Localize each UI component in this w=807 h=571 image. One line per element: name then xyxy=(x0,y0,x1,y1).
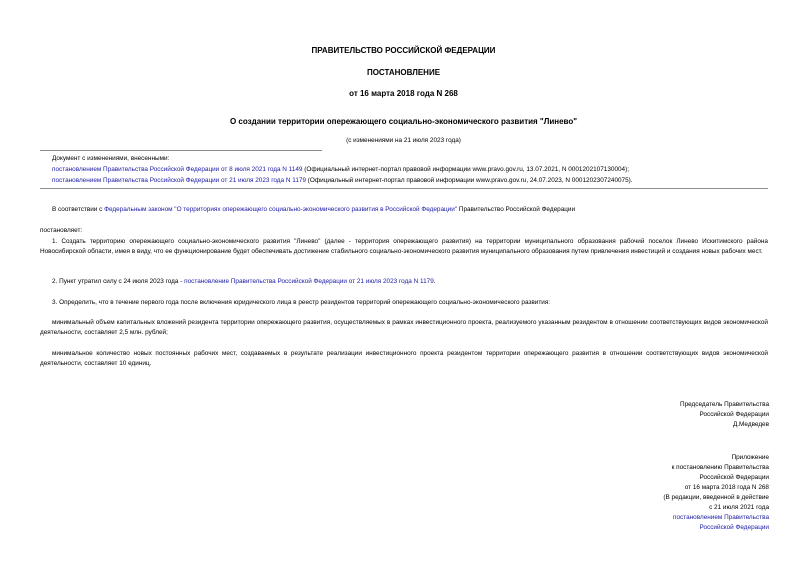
change-source-1149: (Официальный интернет-портал правовой информации www.pravo.gov.ru, 13.07.2021, N 0001202107130004); xyxy=(302,166,630,173)
signature-country: Российской Федерации xyxy=(699,411,769,418)
appendix-country: Российской Федерации xyxy=(699,474,769,481)
bottom-divider xyxy=(40,188,768,189)
signature-position: Председатель Правительства xyxy=(680,401,769,408)
federal-law-link[interactable]: Федеральным законом "О территориях опережающего социально-экономического развития в Российской Федерации" xyxy=(104,206,458,213)
paragraph-1: 1. Создать территорию опережающего социально-экономического развития "Линево" (далее - территория опережающего развития) на территории муниципального образования рабочий поселок Линево Искитимского района Новосибирской области, имея в виду, что ее функционирование будет обеспечивать достижение стабильного социально-экономического развития муниципального образования путем привлечения инвестиций и создания новых рабочих мест. xyxy=(40,238,768,255)
paragraph-3: 3. Определить, что в течение первого года после включения юридического лица в реестр резидентов территорий опережающего социально-экономического развития: xyxy=(52,299,551,306)
appendix-ref: к постановлению Правительства xyxy=(671,464,769,471)
repeal-decree-link[interactable]: постановление Правительства Российской Федерации от 21 июля 2023 года N 1179 xyxy=(184,278,434,285)
government-heading: ПРАВИТЕЛЬСТВО РОССИЙСКОЙ ФЕДЕРАЦИИ xyxy=(311,46,496,55)
paragraph-2-start: 2. Пункт утратил силу с 24 июля 2023 года - xyxy=(52,278,185,285)
signature-block xyxy=(680,400,769,430)
preamble-start: В соответствии с xyxy=(52,206,105,213)
document-title: О создании территории опережающего социально-экономического развития "Линево" xyxy=(229,117,578,126)
appendix-title: Приложение xyxy=(731,454,769,461)
date-number-heading: от 16 марта 2018 года N 268 xyxy=(349,89,458,98)
appendix-edition: (В редакции, введенной в действие xyxy=(663,494,769,501)
doc-type-heading: ПОСТАНОВЛЕНИЕ xyxy=(366,68,441,77)
signature-name: Д.Медведев xyxy=(732,421,769,428)
change-item xyxy=(52,176,633,186)
paragraph-5: минимальное количество новых постоянных рабочих мест, создаваемых в результате реализации инвестиционного проекта резидентом территории опережающего развития в отношении соответствующих видов экономической деятельности, составляет 10 единиц. xyxy=(40,350,768,367)
appendix-effective: с 21 июля 2021 года xyxy=(709,504,769,511)
changes-intro: Документ с изменениями, внесенными: xyxy=(52,155,170,162)
appendix-link-line-1[interactable]: постановлением Правительства xyxy=(673,514,769,521)
preamble-end: Правительство Российской Федерации xyxy=(457,206,576,213)
revision-note: (с изменениями на 21 июля 2023 года) xyxy=(346,137,461,144)
top-divider xyxy=(40,150,322,151)
change-source-1179: (Официальный интернет-портал правовой информации www.pravo.gov.ru, 24.07.2023, N 0001202307240075). xyxy=(306,177,633,184)
preamble xyxy=(40,205,768,215)
appendix-block xyxy=(663,453,769,533)
change-link-1149[interactable]: постановлением Правительства Российской Федерации от 8 июля 2021 года N 1149 xyxy=(52,166,303,173)
paragraph-4: минимальный объем капитальных вложений резидента территории опережающего развития, осуществляемых в рамках инвестиционного проекта, реализуемого указанным резидентом в отношении соответствующих видов экономической деятельности, составляет 2,5 млн. рублей; xyxy=(40,319,768,336)
appendix-date: от 16 марта 2018 года N 268 xyxy=(684,484,769,491)
change-link-1179[interactable]: постановлением Правительства Российской Федерации от 21 июля 2023 года N 1179 xyxy=(52,177,306,184)
change-item xyxy=(52,165,629,175)
appendix-link-line-2[interactable]: Российской Федерации xyxy=(699,524,769,531)
decrees-word: постановляет: xyxy=(40,227,83,234)
paragraph-2 xyxy=(40,277,768,287)
paragraph-2-end: . xyxy=(433,278,436,285)
